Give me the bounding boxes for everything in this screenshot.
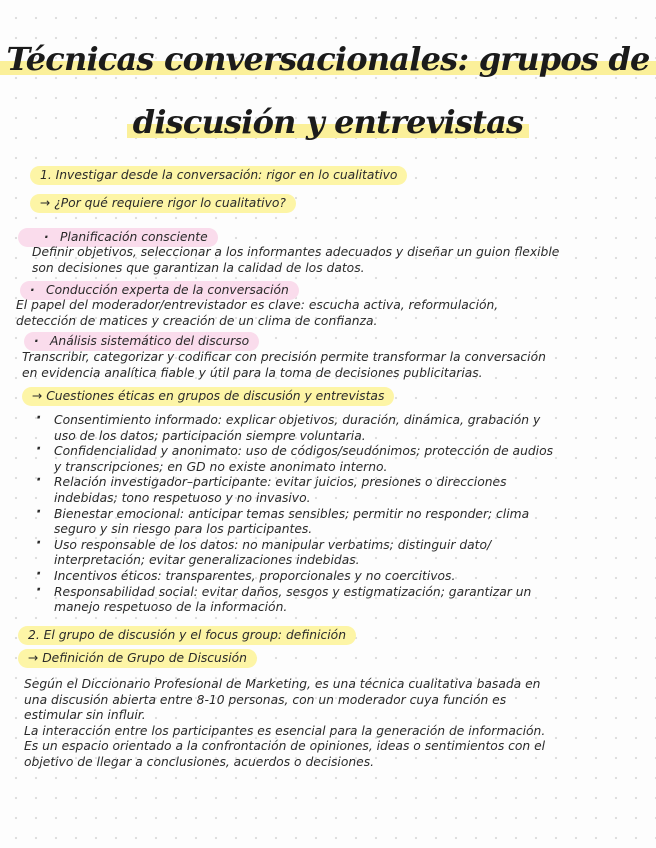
item-2-label: · Conducción experta de la conversación <box>20 281 299 300</box>
ethics-item-7: · Responsabilidad social: evitar daños, sesgos y estigmatización; garantizar un manejo respetuoso de la información. <box>36 585 553 616</box>
ethics-heading: → Cuestiones éticas en grupos de discusión y entrevistas <box>22 387 394 406</box>
item-3-label: · Análisis sistemático del discurso <box>24 332 259 351</box>
item-2-text: El papel del moderador/entrevistador es clave: escucha activa, reformulación, detección de matices y creación de un clima de confianza. <box>16 298 499 328</box>
item-1-label: · Planificación consciente <box>18 228 218 247</box>
section-2-subheading: → Definición de Grupo de Discusión <box>18 649 257 668</box>
ethics-item-2: · Confidencialidad y anonimato: uso de códigos/seudónimos; protección de audios y transcripciones; en GD no existe anonimato interno. <box>36 444 553 475</box>
item-3-text: Transcribir, categorizar y codificar con precisión permite transformar la conversación en evidencia analítica fiable y útil para la toma de decisiones publicitarias. <box>22 350 546 380</box>
section-1-heading: 1. Investigar desde la conversación: rigor en lo cualitativo <box>30 166 407 185</box>
section-2-heading: 2. El grupo de discusión y el focus group: definición <box>18 626 356 645</box>
ethics-item-5: · Uso responsable de los datos: no manipular verbatims; distinguir dato/ interpretación; evitar generalizaciones indebidas. <box>36 538 553 569</box>
item-1-text: Definir objetivos, seleccionar a los informantes adecuados y diseñar un guion flexible son decisiones que garantizan la calidad de los datos. <box>32 245 560 275</box>
ethics-item-1: · Consentimiento informado: explicar objetivos, duración, dinámica, grabación y uso de los datos; participación siempre voluntaria. <box>36 413 553 444</box>
ethics-item-3: · Relación investigador–participante: evitar juicios, presiones o direcciones indebidas; tono respetuoso y no invasivo. <box>36 475 553 506</box>
page-title-line-2: discusión y entrevistas <box>0 103 656 141</box>
section-1-subheading: → ¿Por qué requiere rigor lo cualitativo? <box>30 194 296 213</box>
definition-paragraph: Según el Diccionario Profesional de Marketing, es una técnica cualitativa basada en una discusión abierta entre 8-10 personas, con un moderador cuya función es estimular sin influir. La interacción entre los participantes es esencial para la generación de información. Es un espacio orientado a la confrontación de opiniones, ideas o sentimientos con el objetivo de llegar a conclusiones, acuerdos o decisiones. <box>24 677 546 769</box>
ethics-list <box>36 413 553 616</box>
ethics-item-4: · Bienestar emocional: anticipar temas sensibles; permitir no responder; clima seguro y sin riesgo para los participantes. <box>36 507 553 538</box>
ethics-item-6: · Incentivos éticos: transparentes, proporcionales y no coercitivos. <box>36 569 553 585</box>
page-title-line-1: Técnicas conversacionales: grupos de <box>0 40 656 78</box>
